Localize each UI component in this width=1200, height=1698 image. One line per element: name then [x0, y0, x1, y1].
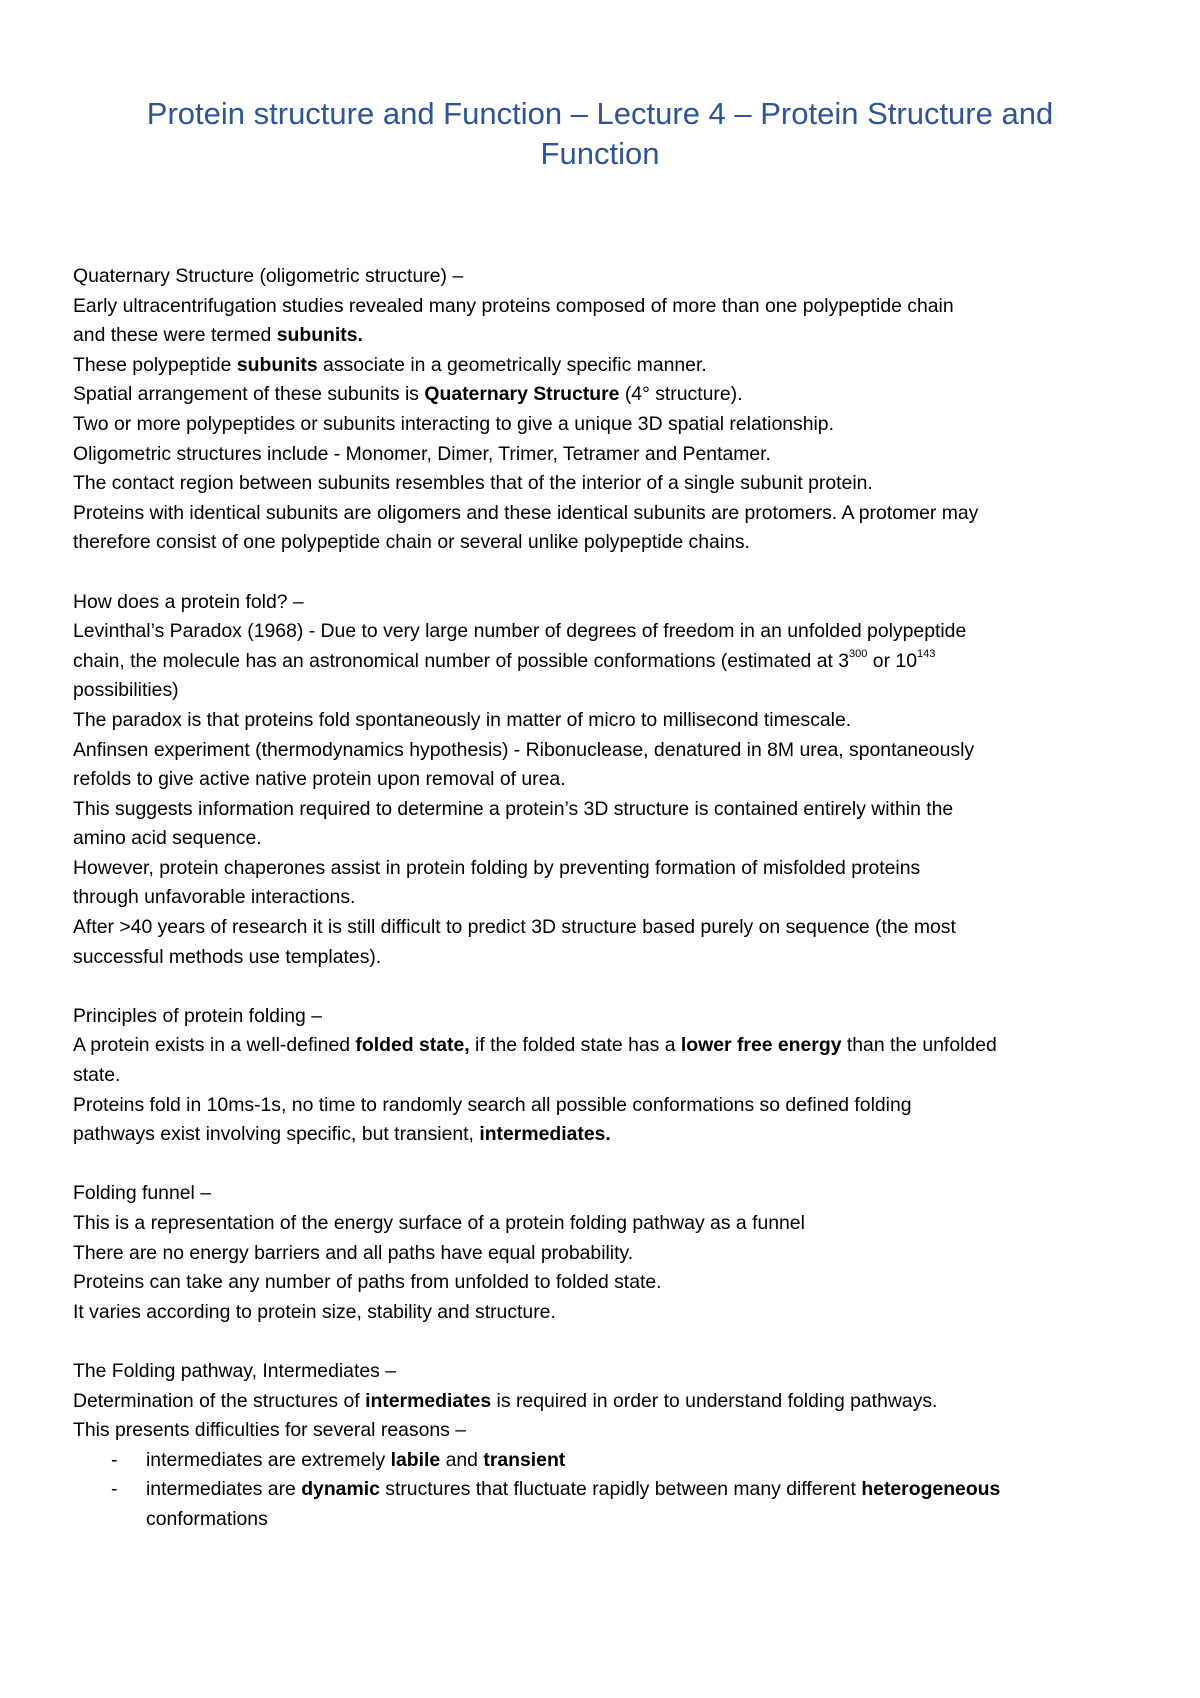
paragraph-line: amino acid sequence. — [73, 827, 262, 850]
paragraph-line: through unfavorable interactions. — [73, 886, 356, 909]
paragraph-gap — [73, 1327, 1143, 1357]
paragraph-line: pathways exist involving specific, but transient, intermediates. — [73, 1123, 611, 1146]
paragraph-line: state. — [73, 1064, 121, 1087]
paragraph-line: Determination of the structures of intermediates is required in order to understand folding pathways. — [73, 1389, 938, 1412]
paragraph-gap — [73, 972, 1143, 1002]
paragraph-line: refolds to give active native protein upon removal of urea. — [73, 768, 566, 791]
section-heading: Principles of protein folding – — [73, 1004, 322, 1027]
section-heading: The Folding pathway, Intermediates – — [73, 1359, 396, 1382]
superscript: 300 — [849, 648, 868, 661]
paragraph-line: Proteins fold in 10ms-1s, no time to randomly search all possible conformations so defined folding — [73, 1093, 912, 1116]
section-heading: Folding funnel – — [73, 1182, 211, 1205]
paragraph-line: therefore consist of one polypeptide chain or several unlike polypeptide chains. — [73, 531, 750, 554]
paragraph-line: These polypeptide subunits associate in a geometrically specific manner. — [73, 353, 707, 376]
paragraph-line: However, protein chaperones assist in protein folding by preventing formation of misfolded proteins — [73, 856, 921, 879]
section-heading: How does a protein fold? – — [73, 590, 304, 613]
paragraph-line: Early ultracentrifugation studies revealed many proteins composed of more than one polypeptide chain — [73, 294, 954, 317]
paragraph-line: Oligometric structures include - Monomer, Dimer, Trimer, Tetramer and Pentamer. — [73, 442, 771, 465]
paragraph-line: Anfinsen experiment (thermodynamics hypothesis) - Ribonuclease, denatured in 8M urea, spontaneously — [73, 738, 975, 761]
bold-term: transient — [483, 1448, 566, 1471]
section-heading: Quaternary Structure (oligometric structure) – — [73, 265, 464, 287]
bold-term: intermediates — [365, 1389, 492, 1412]
document-body — [73, 262, 1143, 1535]
paragraph-gap — [73, 558, 1143, 588]
page-title: Protein structure and Function – Lecture 4 – Protein Structure and Function — [146, 96, 1054, 171]
bold-term: intermediates. — [479, 1123, 611, 1146]
paragraph-line: A protein exists in a well-defined folded state, if the folded state has a lower free energy than the unfolded — [73, 1034, 997, 1057]
paragraph-line: Proteins with identical subunits are oligomers and these identical subunits are protomers. A protomer may — [73, 501, 979, 524]
bold-term: heterogeneous — [861, 1478, 1001, 1501]
dash-bullet: - — [111, 1478, 118, 1501]
bold-term: folded state, — [355, 1034, 470, 1057]
paragraph-line: This is a representation of the energy surface of a protein folding pathway as a funnel — [73, 1212, 805, 1234]
paragraph-line: The contact region between subunits resembles that of the interior of a single subunit protein. — [73, 472, 873, 495]
bold-term: lower free energy — [680, 1034, 842, 1057]
paragraph-line: Spatial arrangement of these subunits is Quaternary Structure (4° structure). — [73, 383, 743, 406]
section-principles-of-folding — [73, 1002, 1143, 1150]
paragraph-line: This suggests information required to determine a protein’s 3D structure is contained entirely within the — [73, 797, 954, 820]
section-folding-pathway — [73, 1357, 1143, 1535]
paragraph-line: successful methods use templates). — [73, 945, 382, 968]
paragraph-line: and these were termed subunits. — [73, 324, 363, 347]
paragraph-line: Two or more polypeptides or subunits interacting to give a unique 3D spatial relationship. — [73, 412, 834, 435]
section-quaternary-structure — [73, 262, 1143, 558]
paragraph-line: There are no energy barriers and all paths have equal probability. — [73, 1241, 634, 1264]
paragraph-line: Levinthal’s Paradox (1968) - Due to very large number of degrees of freedom in an unfolded polypeptide — [73, 620, 967, 643]
paragraph-line: possibilities) — [73, 679, 179, 702]
dash-bullet: - — [111, 1448, 118, 1471]
paragraph-line: Proteins can take any number of paths from unfolded to folded state. — [73, 1271, 662, 1294]
bold-term: Quaternary Structure — [424, 383, 620, 406]
bold-term: subunits — [236, 353, 318, 376]
paragraph-gap — [73, 1150, 1143, 1180]
paragraph-line: It varies according to protein size, stability and structure. — [73, 1300, 556, 1323]
bold-term: dynamic — [301, 1478, 380, 1501]
bold-term: labile — [390, 1448, 441, 1471]
bullet-list — [73, 1446, 1143, 1535]
superscript: 143 — [917, 648, 936, 661]
paragraph-line: The paradox is that proteins fold spontaneously in matter of micro to millisecond timescale. — [73, 708, 852, 731]
bold-term: subunits. — [276, 324, 363, 347]
paragraph-line: chain, the molecule has an astronomical number of possible conformations (estimated at $3^{300}$ or $10^{143}$ — [73, 648, 936, 672]
section-how-protein-folds — [73, 588, 1143, 973]
section-folding-funnel — [73, 1179, 1143, 1327]
paragraph-line: This presents difficulties for several reasons – — [73, 1419, 467, 1442]
list-item: - intermediates are dynamic structures that fluctuate rapidly between many different heterogeneous conformations — [73, 1475, 1143, 1534]
paragraph-line: After >40 years of research it is still difficult to predict 3D structure based purely on sequence (the most — [73, 916, 956, 939]
list-item: - intermediates are extremely labile and transient — [73, 1446, 1143, 1476]
